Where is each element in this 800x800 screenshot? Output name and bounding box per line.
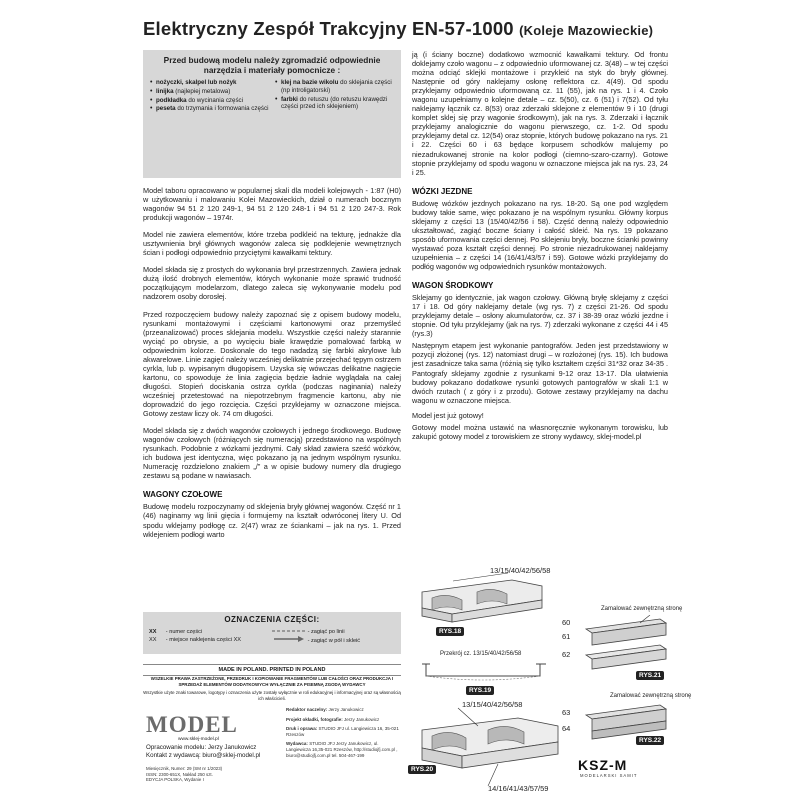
tool-item: • klej na bazie wikolu do sklejania części (np introligatorski) — [275, 79, 397, 95]
page-title: Elektryczny Zespół Trakcyjny EN-57-1000 (Koleje Mazowieckie) — [143, 18, 654, 39]
publisher-logo: MODEL — [146, 712, 238, 737]
fold-arrow-icon — [272, 636, 306, 642]
imprint: Miesięcznik, Numer: 29 (SM nr 1/2023) ISSN: 2300-651X, Nakład 250 szt. EDYCJA POLSKA, Wydanie I — [146, 766, 223, 783]
tools-col-2 — [272, 79, 397, 114]
tool-item: • nożyczki, skalpel lub nożyk — [150, 79, 272, 87]
figure-label-rys20: RYS.20 — [408, 765, 436, 774]
legend-row: - zagiąć w pół i skleić — [272, 636, 395, 645]
bogie-drawing-rys20 — [408, 700, 571, 790]
brand-subtitle: MODELARSKI SAMIT — [580, 773, 638, 778]
paragraph: Gotowy model można ustawić na własnoręcznie wykonanym torowisku, lub zakupić gotowy model z torowiskiem ze strony wydawcy, sklej-model.pl — [412, 422, 668, 441]
part-number: 13/15/40/42/56/58 — [490, 566, 551, 575]
dashed-line-icon — [272, 628, 306, 633]
tools-col-1 — [147, 79, 272, 114]
figure-note: Zamalować zewnętrzną stronę — [601, 606, 683, 612]
legend-row: - zagiąć po linii — [272, 628, 395, 636]
paragraph: Przed rozpoczęciem budowy należy zapoznać się z opisem budowy modelu, rysunkami montażowymi i częściami kartonowymi oraz przemyśleć (przeanalizować) proces sklejania modelu. Wszystkie części należy starannie wyciąć po obrysie, a po wycięciu białe krawędzie pomalować farbką w odpowiednim kolorze. Doskonale do tego nadadzą się farbki akrylowe lub akwarelowe. Linie zagięć należy wcześniej delikatnie przejechać tępym ostrzem cyrkla, lub p. wypisanym długopisem. Uzyska się wówczas delikatne nagięcie kartonu, co spowoduje że linia zagięcia będzie ładnie wyglądała na całej długości. Stopień dociskania ostrza cyrkla (podczas naginania) należy wcześniej przetestować na niepotrzebnym fragmencie kartonu, aby nie doprowadzić do jego rozcięcia. Części przyklejamy w oznaczone miejsca. Gotowy zestaw liczy ok. 74 cm długości. — [143, 309, 401, 419]
part-number: 64 — [562, 724, 571, 733]
paragraph: Model składa się z dwóch wagonów czołowych i jednego środkowego. Budowę wagonów czołowych (różniących się numeracją) przedstawiono na wspólnych rysunkach. Podobnie z wózkami jezdnymi. Cały skład zawiera sześć wózków, ich budowa jest identyczna, więc pokazano ją na jednym wspólnym rysunku. Numerację rozdzielono znakiem „/” a w opisie budowy numery dla drugiego zestawu są podane w nawiasach. — [143, 426, 401, 481]
credits-left: Opracowanie modelu: Jerzy Janukowicz Kontakt z wydawcą: biuro@sklej-model.pl — [146, 744, 261, 759]
left-column — [143, 50, 401, 539]
part-number: 61 — [562, 632, 571, 641]
legend-row: XX - miejsce naklejenia części XX — [149, 637, 242, 643]
made-in-line: MADE IN POLAND. PRINTED IN POLAND — [143, 664, 401, 676]
cross-section-rys19 — [420, 660, 550, 686]
part-number: 63 — [562, 708, 571, 717]
paragraph: Następnym etapem jest wykonanie pantografów. Jeden jest przedstawiony w pozycji złożonej (rys. 12) natomiast drugi – w rozłożonej (rys. 15). Ich budowa jest zasadnicze taka sama (różnią się tylko kształtem części 31*32 oraz 34-35 . Pantografy sklejamy zgodnie z rysunkami 9-12 oraz 13-17. Dla ułatwienia budowy pokazano dodatkowe rysunki gotowych pantografów w skali 1:1 w dwóch rzutach ( z góry i z przodu). Gotowe zestawy przyklejamy na dachu wagonu w oznaczone miejsca. — [412, 341, 668, 405]
figure-note: Zamalować zewnętrzną stronę — [610, 693, 692, 699]
section-heading-wozki: WÓZKI JEZDNE — [412, 186, 473, 196]
tool-item: • podkładka do wycinania części — [150, 97, 272, 105]
figure-label-rys18: RYS.18 — [436, 627, 464, 636]
figure-label-rys21: RYS.21 — [636, 671, 664, 680]
paragraph: Model jest już gotowy! — [412, 410, 484, 420]
tool-item: • farbki do retuszu (do retuszu krawędzi części przed ich sklejeniem) — [275, 96, 397, 112]
paragraph: Budowę modelu rozpoczynamy od sklejenia bryły głównej wagonów. Część nr 1 (46) naginamy wg linii gięcia i formujemy na kształt odwróconej litery U. Od spodu wklejamy podłogę cz. 2(47) wraz ze ściankami – jak na rys. 1. Przed wklejeniem podłogi warto — [143, 502, 401, 539]
credits-right: Redaktor naczelny: Jerzy Janukowicz Projekt okładki, fotografie: Jerzy Janukowicz Druk i oprawa: STUDIO JFJ ul. Langiewicza 16, 35-021 Rzeszów Wydawca: STUDIO JFJ Jerzy Janukowicz, ul. Langiewicza 16,35-021 Rzeszów, http://studiojfj.com.pl , biuro@studiojfj.com.pl tel. 504-467-199 — [286, 707, 399, 758]
tools-box — [143, 50, 401, 178]
legend-title: OZNACZENIA CZĘŚCI: — [224, 615, 320, 624]
tool-item: • peseta do trzymania i formowania części — [150, 105, 272, 113]
part-number: 13/15/40/42/56/58 — [462, 700, 523, 709]
figure-label-rys22: RYS.22 — [636, 736, 664, 745]
legend-row: XX - numer części — [149, 629, 203, 635]
paragraph: Model nie zawiera elementów, które trzeba podkleić na tekturę, jednakże dla usztywnienia brył głównych wagonów zaleca się podklejenie wewnętrznych ścian i podłogi odpowiednio przyciętymi kawałkami tektury. — [143, 230, 401, 258]
legend-box — [143, 612, 401, 654]
paragraph: ją (i ściany boczne) dodatkowo wzmocnić kawałkami tektury. Od frontu doklejamy czoło wagonu – z odpowiednio uformowanej cz. 3(48) – w tej części można odciąć sklejki montażowe i przykleić na styk do bryły głównej. Następnie od góry naklejamy osłonę reflektora cz. 4(49). Od spodu przyklejamy odpowiednio uformowaną cz. 11 (55), jak na rys. 1 i 4. Czoło wagonu uzupełniamy o kolejne detale – cz. 5(50), cz. 6 (51) i 7(52). Od tyłu naklejamy łącznik cz. 8(53) oraz zderzaki sklejone z elementów 9 i 10 (drugi komplet sklej się przy wagonie środkowym), jak na rys. 3. Zderzaki i łącznik przyklejamy analogicznie do wagonu pierwszego, cz. 1-2. Od spodu przyklejamy detal cz. 12(54) oraz stopnie, których budowę pokazano na rys. 21 i 22. Części 60 i 63 będące korpusem schodków malujemy po niezadrukowanej stronie na kolor podłogi (ciemno-szaro-czarny). Gotowe stopnie przyklejamy od spodu wagonu w oznaczone miejsca jak na rys. 23, 24 i 25. — [412, 50, 668, 177]
paragraph: Model taboru opracowano w popularnej skali dla modeli kolejowych - 1:87 (H0) w użytkowaniu i malowaniu Kolei Mazowieckich, dział o numerach bocznym wagonów 94 51 2 120 249-1, 94 51 2 120 248-1 i 94 51 2 120 247-3. Rok produkcji wagonów – 1974r. — [143, 186, 401, 223]
rights-text: WSZELKIE PRAWA ZASTRZEŻONE, PRZEDRUK I KOPIOWANIE FRAGMENTÓW LUB CAŁOŚCI ORAZ PRODUKCJA I SPRZEDAŻ ELEMENTÓW DODATKOWYCH WYŁĄCZNIE ZA PISEMNĄ ZGODĄ WYDAWCY Wszystkie użyte znaki towarowe, logotypy i oznaczenia użyte zostały wyłącznie w roli edukacyjnej i informacyjnej oraz są własnością ich właścicieli. — [143, 676, 401, 701]
part-number: 14/16/41/43/57/59 — [488, 784, 549, 793]
paragraph: Budowę wózków jezdnych pokazano na rys. 18-20. Są one pod względem budowy takie same, więc pokazano je na wspólnym rysunku. Główny korpus sklejamy z części 13 (15/40/42/56 i 58). Część denną należy odpowiednio ukształtować, zagiąć boczne ściany i całość skleić. Na rys. 19 pokazano sposób uformowania części dennej. Po sklejeniu bryły, boczne ścianki powinny wystawać poza kształt części dennej. Po stronie niezadrukowanej naklejamy uzupełnienia – z części 14 (16/41/43/57 i 59). Gotowe wózki przyklejamy do podłóg wagonów wg odpowiednich rysunków montażowych. — [412, 198, 668, 272]
section-heading-czolowe: WAGONY CZOŁOWE — [143, 490, 223, 500]
brand-logo: KSZ-M — [578, 757, 628, 773]
section-heading-srodkowy: WAGON ŚRODKOWY — [412, 281, 494, 291]
logo-url: www.sklej-model.pl — [178, 737, 219, 742]
figure-caption: Przekrój cz. 13/15/40/42/56/58 — [440, 651, 522, 657]
figure-label-rys19: RYS.19 — [466, 686, 494, 695]
part-number: 60 — [562, 618, 571, 627]
tools-heading: Przed budową modelu należy zgromadzić odpowiednie narzędzia i materiały pomocnicze : — [163, 55, 381, 75]
paragraph: Sklejamy go identycznie, jak wagon czołowy. Główną bryłę sklejamy z części 17 i 18. Od góry naklejamy detale (wg rys. 7) z części 21-26. Od spodu przyklejamy detale – osłony akumulatorów, cz. 37 i 38-39 oraz wózki jezdne i stopnie. Od tyłu przyklejamy (jak na rys. 7) zderzaki wykonane z części 44 i 45 (rys.3) — [412, 293, 668, 339]
paragraph: Model składa się z prostych do wykonania brył przestrzennych. Zawiera jednak dużą ilość drobnych elementów, których wykonanie może sprawić trudność początkującym modelarzom, dlatego zaleca się wykonywanie modelu pod nadzorem osoby dorosłej. — [143, 265, 401, 302]
tool-item: • linijka (najlepiej metalowa) — [150, 88, 272, 96]
right-column — [412, 50, 668, 441]
intro-text — [143, 186, 401, 539]
part-number: 62 — [562, 650, 571, 659]
